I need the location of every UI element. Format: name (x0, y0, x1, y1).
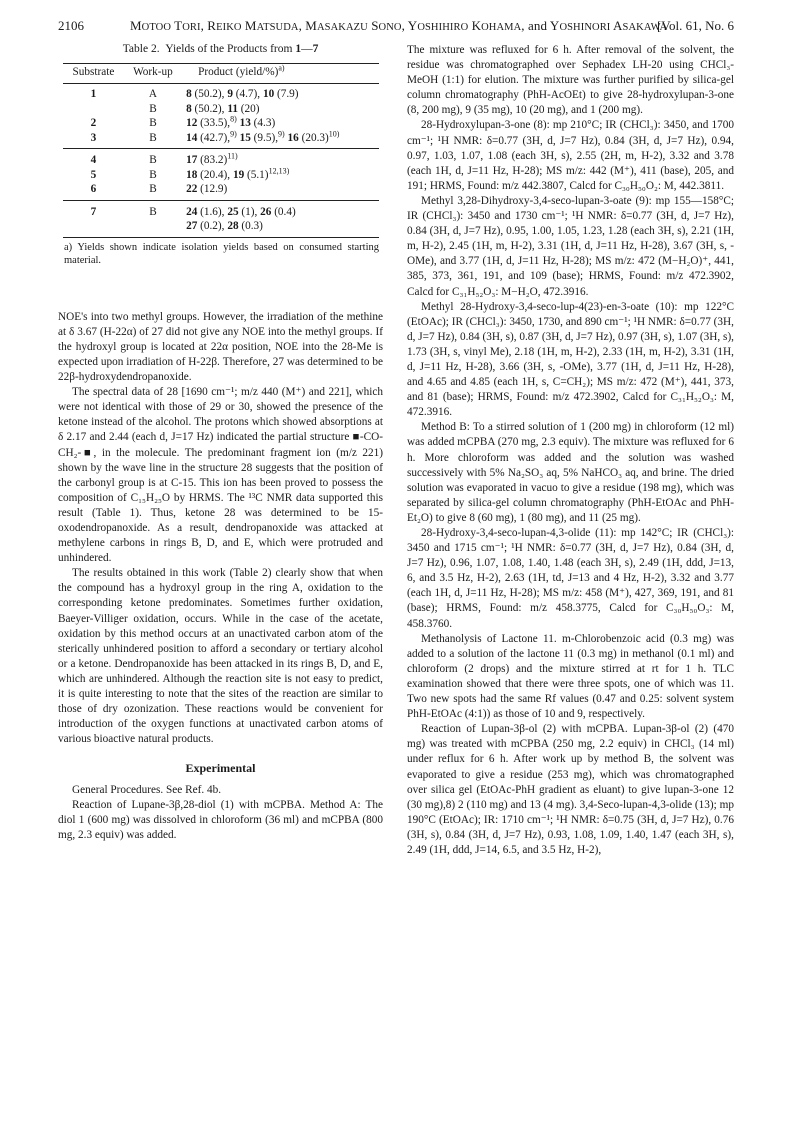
table-row: 4 B 17 $(83.2)^{11)}$ (63, 149, 379, 168)
table-row: 7 B 24 (1.6), 25 (1), 26 (0.4) (63, 200, 379, 219)
table-header-row (63, 64, 379, 84)
paragraph: The spectral data of 28 [1690 cm⁻¹; m/z 440 (M⁺) and 221], which were not identical with those of 29 or 30, showed the presence of the ketone instead of the alcohol. The protons which showed absorptions at δ 2.17 and 2.44 (each d, J=17 Hz) indicated the partial structure ■-CO-CH₂-■, in the molecule. The predominant fragment ion (m/z 221) shown by the wave line in the structure 28 suggests that the position of the carbonyl group is at C-15. This ion has been proved to possess the composition of C₁₅H₂₅O by HRMS. The ¹³C NMR data supported this result (Table 1). Thus, ketone 28 was determined to be 15-oxodendropanoxide. As a result, dendropanoxide was attacked at methylene carbons in rings B, D, and E, which were protruded and unhindered. (58, 386, 383, 565)
paragraph: Methanolysis of Lactone 11. m-Chlorobenzoic acid (0.3 mg) was added to a solution of the lactone 11 (0.3 mg) in methanol (0.1 ml) and chloroform (2 drops) and the mixture stirred at rt for 1 h. TLC examination showed that there were three spots, one of which was 11. Two new spots had the same Rf values (0.47 and 0.25: solvent system PhH-EtOAc (4:1)) as those of 10 and 9, respectively. (407, 632, 734, 721)
table-footnote: a) Yields shown indicate isolation yields based on consumed starting material. (64, 241, 379, 267)
table-row: 2 B 12 (33.5),$^{8)}$ 13 (4.3) (90, 114, 276, 130)
paragraph: 28-Hydroxylupan-3-one (8): mp 210°C; IR (CHCl₃): 3450, and 1700 cm⁻¹; ¹H NMR: δ=0.77 (3H, d, J=7 Hz), 0.84 (3H, d, J=7 Hz), 0.94, 0.97, 1.03, 1.07, 1.08 (each 3H, s), 2.55 (2H, m, H-2), 3.32 and 3.78 (each 1H, d, J=11 Hz, H-28); MS m/z: 442 (M⁺), 411 (base), 205, and 191; HRMS, Found: m/z 442.3807, Calcd for C₃₀H₅₀O₂: M, 442.3811. (407, 119, 734, 192)
paragraph: General Procedures. See Ref. 4b. (72, 783, 222, 796)
running-header (58, 18, 734, 36)
table-row: 27 (0.2), 28 (0.3) (63, 219, 379, 237)
paragraph: The results obtained in this work (Table 2) clearly show that when the compound has a hydroxyl group in the ring A, oxidation to the corresponding ketone predominates. Sometimes further oxidation, Baeyer-Villiger oxidation, occurs. While in the case of the acetate, oxidation by this method occurs at an unactivated carbon atom of the sterically unhindered position to afford a secondary or tertiary alcohol or a ketone. Dendropanoxide has been attacked in its rings B, D, and E, which are unhindered. Although the reaction site is not easy to predict, it is quite interesting to note that the sites of the reaction are similar to those of dry ozonization. These reactions would be convenient for introduction of the oxygen functions at unactivated carbon atoms of various bioactive natural products. (58, 567, 383, 746)
col-workup: Work-up (124, 64, 182, 84)
table-row: 5 B 18 (20.4), 19 $(5.1)^{12,13)}$ (90, 165, 290, 181)
section-heading: Experimental (185, 761, 256, 776)
page-number: 2106 (58, 18, 84, 33)
paragraph: Reaction of Lupan-3β-ol (2) with mCPBA. Lupan-3β-ol (2) (470 mg) was treated with mCPBA (250 mg, 2.2 equiv) in CHCl₃ (14 ml) under reflux for 6 h. After work up by method B, the solvent was evaporated to give a residue (253 mg), which was chromatographed over silica gel (EtOAc-PhH gradient as eluant) to give lupan-3-one 12 (30 mg),8) 2 (110 mg) and 13 (4 mg). 3,4-Seco-lupan-4,3-olide (13); mp 190°C (EtOAc); IR: 1710 cm⁻¹; ¹H NMR: δ=0.75 (3H, d, J=7 Hz), 0.76 (3H, s), 0.84 (3H, d, J=7 Hz), 0.93, 1.08, 1.09, 1.40, 1.47 (each 3H, s), 2.49 (1H, ddd, J=14, 6.5, and 3.5 Hz, H-2), (407, 723, 734, 856)
table-row: 6 B 22 (12.9) (90, 183, 228, 196)
table-row: 1 A 8 (50.2), 9 (4.7), 10 (7.9) (90, 88, 299, 101)
col-product: Product (yield/%)$^{a)}$ (182, 64, 379, 84)
col-substrate: Substrate (63, 64, 124, 84)
paragraph: NOE's into two methyl groups. However, the irradiation of the methine at δ 3.67 (H-22α) of 27 did not give any NOE into the methyl groups. If the hydroxyl group is located at 22α position, NOE into the 28-Me is expected upon irradiation of H-22β. Therefore, 27 was determined to be 22β-hydroxydendropanoxide. (58, 310, 383, 384)
paragraph: Methyl 3,28-Dihydroxy-3,4-seco-lupan-3-oate (9): mp 155—158°C; IR (CHCl₃): 3450 and 1730 cm⁻¹; ¹H NMR: δ=0.77 (3H, d, J=7 Hz), 0.84 (3H, d, J=7 Hz), 0.95, 1.00, 1.05, 1.23, 1.28 (each 3H, s), 2.21 (1H, m, H-2), 2.45 (1H, m, H-2), 3.31 (1H, d, J=11 Hz, H-28), 3.67 (3H, s, -OMe), and 3.77 (1H, d, J=11 Hz, H-28); MS m/z: 472 (M−H₂O)⁺, 441, 385, 373, 361, 191, and 109 (base); HRMS, Found: m/z 472.3902, Calcd for C₃₁H₅₂O₃: M−H₂O, 472.3916. (407, 194, 734, 298)
paragraph: The mixture was refluxed for 6 h. After removal of the solvent, the residue was chromatographed over Sephadex LH-20 using CHCl₃-MeOH (1:1) for elution. The mixture was further purified by silica-gel column chromatography (PhH-AcOEt) to give 28-hydroxylupan-3-one (8, 200 mg), 9 (35 mg), 10 (20 mg), and 1 (200 mg). (407, 44, 734, 117)
left-column (58, 42, 383, 843)
paragraph: 28-Hydroxy-3,4-seco-lupan-4,3-olide (11): mp 142°C; IR (CHCl₃): 3450 and 1715 cm⁻¹; ¹H NMR: δ=0.77 (3H, d, J=7 Hz), 0.84 (3H, d, J=7 Hz), 0.96, 1.07, 1.08, 1.40, 1.48 (each 3H, s), 2.49 (1H, ddd, J=13, 6, and 3.5 Hz, H-2), 2.63 (1H, td, J=13 and 4 Hz, H-2), 3.32 and 3.77 (each 1H, d, J=11 Hz, H-28); MS m/z: 458 (M⁺), 427, 369, 191, and 81 (base); HRMS, Found: m/z 458.3775, Calcd for C₃₀H₅₀O₃: M, 458.3760. (407, 527, 734, 630)
table-row: 3 B 14 (42.7),$^{9)}$ 15 (9.5),$^{9)}$ 16 $(20.3)^{10)}$ (90, 128, 340, 144)
paragraph: Reaction of Lupane-3β,28-diol (1) with mCPBA. Method A: The diol 1 (600 mg) was dissolved in chloroform (36 ml) and mCPBA (800 mg, 2.3 equiv) was added. (58, 798, 383, 841)
author-line: MOTOO TORI, REIKO MATSUDA, MASAKAZU SONO, YOSHIHIRO KOHAMA, and YOSHINORI ASAKAWA (130, 18, 668, 33)
paragraph: Methyl 28-Hydroxy-3,4-seco-lup-4(23)-en-3-oate (10): mp 122°C (EtOAc); IR (CHCl₃): 3450, 1730, and 890 cm⁻¹; ¹H NMR: δ=0.77 (3H, d, J=7 Hz), 0.84 (3H, s), 0.87 (3H, d, J=7 Hz), 0.97 (3H, s), 1.07 (3H, s), 1.73 (3H, s, vinyl Me), 2.18 (1H, m, H-2), 2.33 (1H, m, H-2), 3.31 (1H, d, J=11 Hz, H-28), 3.66 (3H, s, -OMe), 3.77 (1H, d, J=11 Hz, H-28), and 4.65 and 4.85 (each 1H, s, C=CH₂); MS m/z: 472 (M⁺), 441, 373, and 81 (base); HRMS, Found: m/z 472.3902, Calcd for C₃₁H₅₂O₃: M, 472.3916. (407, 300, 734, 419)
yields-table (63, 63, 379, 238)
paragraph: Method B: To a stirred solution of 1 (200 mg) in chloroform (12 ml) was added mCPBA (270 mg, 2.3 equiv). The mixture was refluxed for 6 h. More chloroform was added and the solution was washed successively with 5% Na₂SO₃ aq, 5% NaHCO₃ aq, and brine. The dried solution was evaporated in vacuo to give a residue (198 mg), which was separated by silica-gel column chromatography (PhH-EtOAc and PhH-Et₂O) to give 8 (60 mg), 1 (80 mg), and 11 (25 mg). (407, 421, 734, 524)
right-column (407, 43, 734, 858)
table-title: Table 2. Yields of the Products from 1—7 (122, 43, 319, 55)
table-row: B 8 (50.2), 11 (20) (149, 102, 260, 115)
volume-info: [Vol. 61, No. 6 (656, 18, 734, 33)
